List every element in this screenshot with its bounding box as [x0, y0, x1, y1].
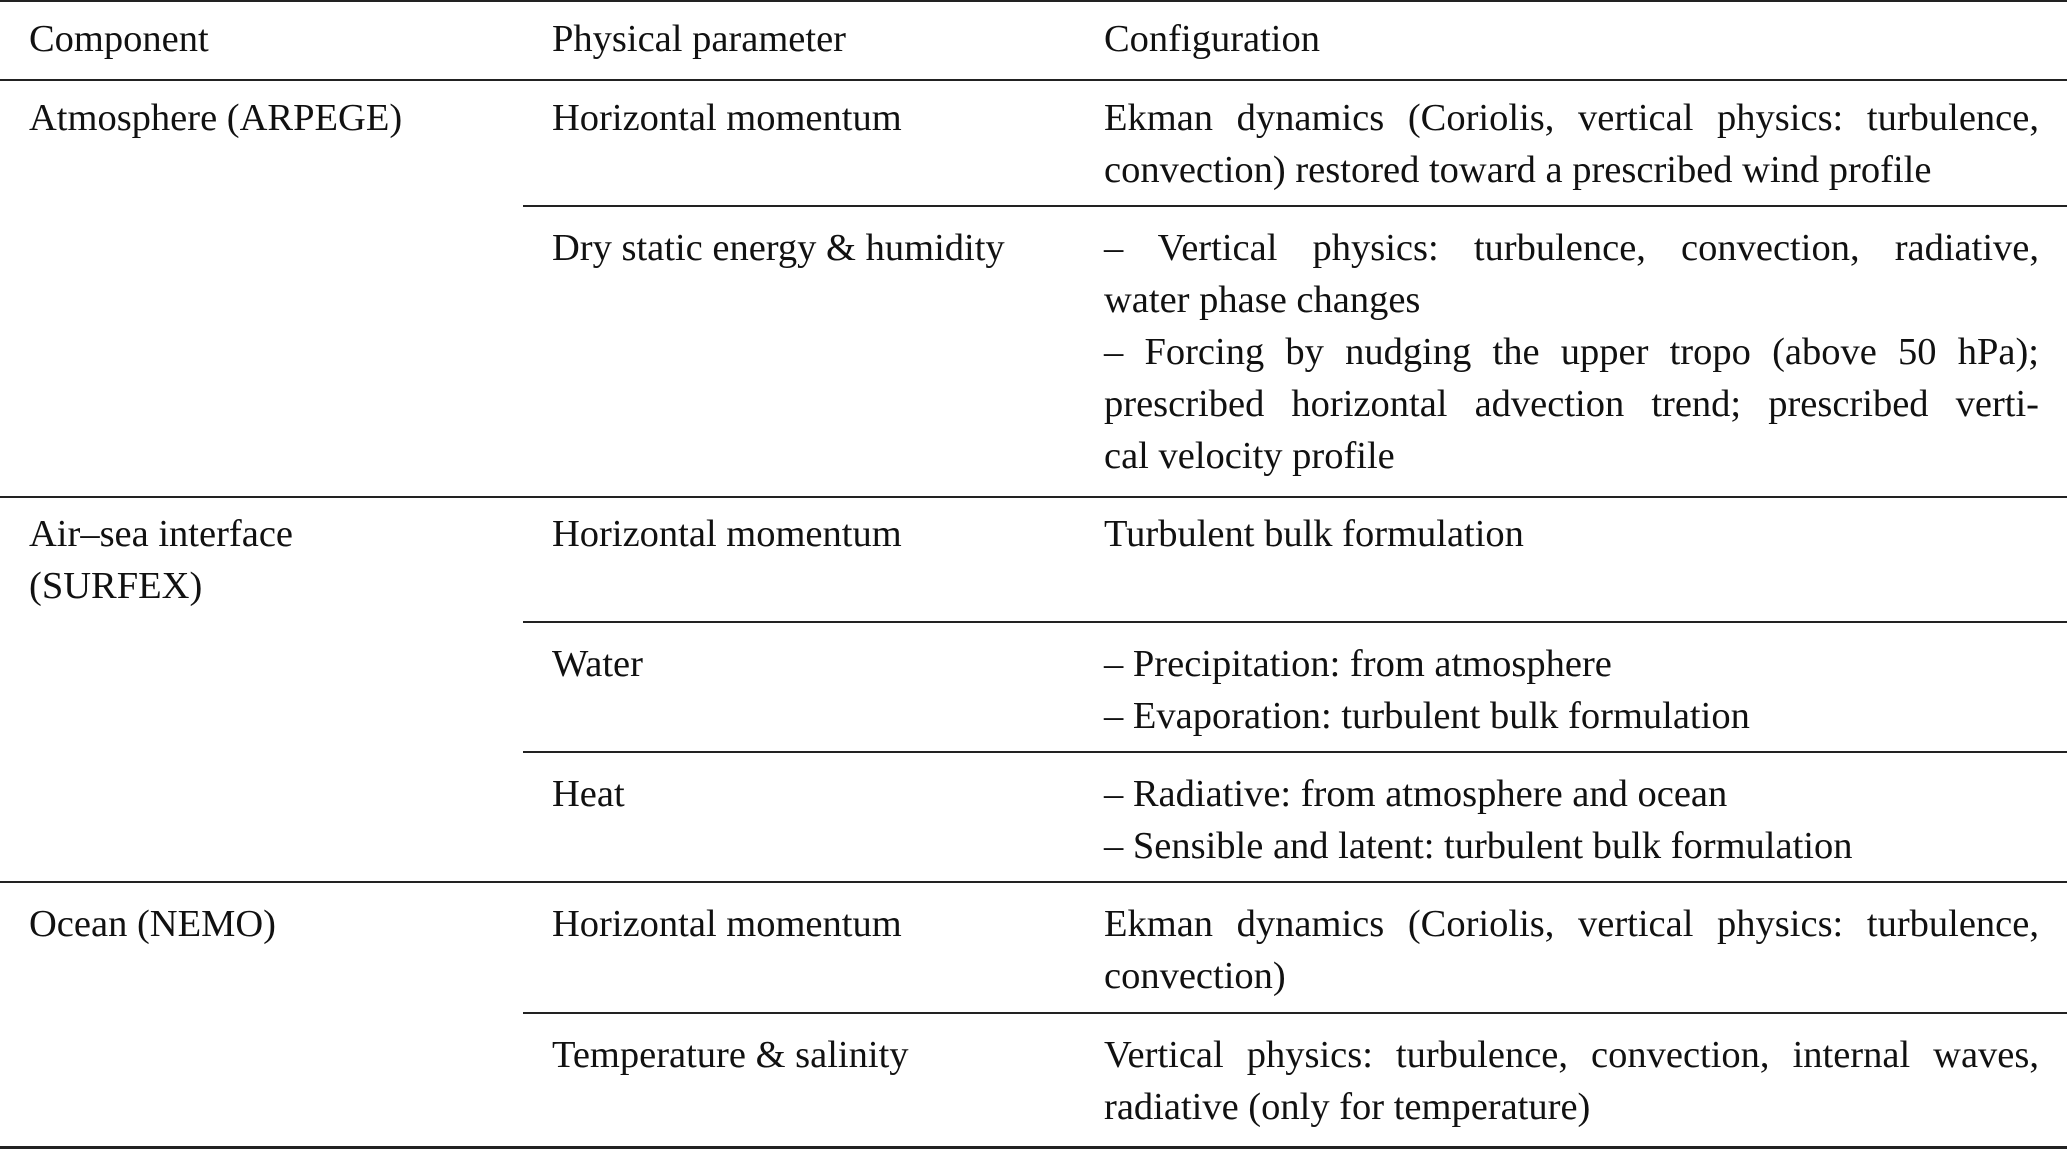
configuration-line: – Vertical physics: turbulence, convection, radiative,	[1104, 227, 2039, 269]
header-component: Component	[29, 18, 209, 60]
configuration-line: – Evaporation: turbulent bulk formulation	[1104, 695, 1750, 737]
group-rule	[0, 881, 2067, 883]
configuration-line: convection)	[1104, 955, 1286, 997]
configuration-cell	[1104, 1029, 2039, 1133]
configuration-cell	[1104, 222, 2039, 482]
row-divider	[523, 205, 2067, 207]
configuration-line: – Precipitation: from atmosphere	[1104, 643, 1612, 685]
parameter-cell: Temperature & salinity	[552, 1034, 909, 1076]
configuration-line: Turbulent bulk formulation	[1104, 513, 1524, 555]
parameter-cell: Horizontal momentum	[552, 903, 902, 945]
configuration-line: – Forcing by nudging the upper tropo (above 50 hPa);	[1104, 331, 2039, 373]
configuration-line: convection) restored toward a prescribed wind profile	[1104, 149, 1932, 191]
row-divider	[523, 751, 2067, 753]
component-line: Atmosphere (ARPEGE)	[29, 97, 403, 139]
parameter-cell: Water	[552, 643, 643, 685]
row-divider	[523, 621, 2067, 623]
parameter-cell: Dry static energy & humidity	[552, 227, 1005, 269]
configuration-line: Ekman dynamics (Coriolis, vertical physics: turbulence,	[1104, 97, 2039, 139]
configuration-line: water phase changes	[1104, 279, 1421, 321]
component-cell	[29, 898, 276, 950]
configuration-line: prescribed horizontal advection trend; prescribed verti-	[1104, 383, 2039, 425]
group-rule	[0, 496, 2067, 498]
configuration-line: – Radiative: from atmosphere and ocean	[1104, 773, 1728, 815]
configuration-cell	[1104, 898, 2039, 1002]
row-divider	[523, 1012, 2067, 1014]
configuration-line: Ekman dynamics (Coriolis, vertical physics: turbulence,	[1104, 903, 2039, 945]
component-cell	[29, 92, 402, 144]
component-cell	[29, 508, 293, 612]
component-line: Air–sea interface	[29, 513, 293, 555]
configuration-line: Vertical physics: turbulence, convection, internal waves,	[1104, 1034, 2039, 1076]
header-configuration: Configuration	[1104, 18, 1320, 60]
bottom-rule	[0, 1146, 2067, 1149]
parameter-cell: Horizontal momentum	[552, 97, 902, 139]
configuration-line: radiative (only for temperature)	[1104, 1086, 1591, 1128]
top-rule	[0, 0, 2067, 2]
component-line: (SURFEX)	[29, 565, 203, 607]
configuration-cell	[1104, 768, 2039, 872]
configuration-cell	[1104, 508, 2039, 560]
parameter-cell: Horizontal momentum	[552, 513, 902, 555]
parameter-cell: Heat	[552, 773, 625, 815]
configuration-line: cal velocity profile	[1104, 435, 1395, 477]
header-rule	[0, 79, 2067, 81]
header-parameter: Physical parameter	[552, 18, 846, 60]
configuration-line: – Sensible and latent: turbulent bulk formulation	[1104, 825, 1853, 867]
configuration-cell	[1104, 92, 2039, 196]
component-line: Ocean (NEMO)	[29, 903, 276, 945]
configuration-cell	[1104, 638, 2039, 742]
